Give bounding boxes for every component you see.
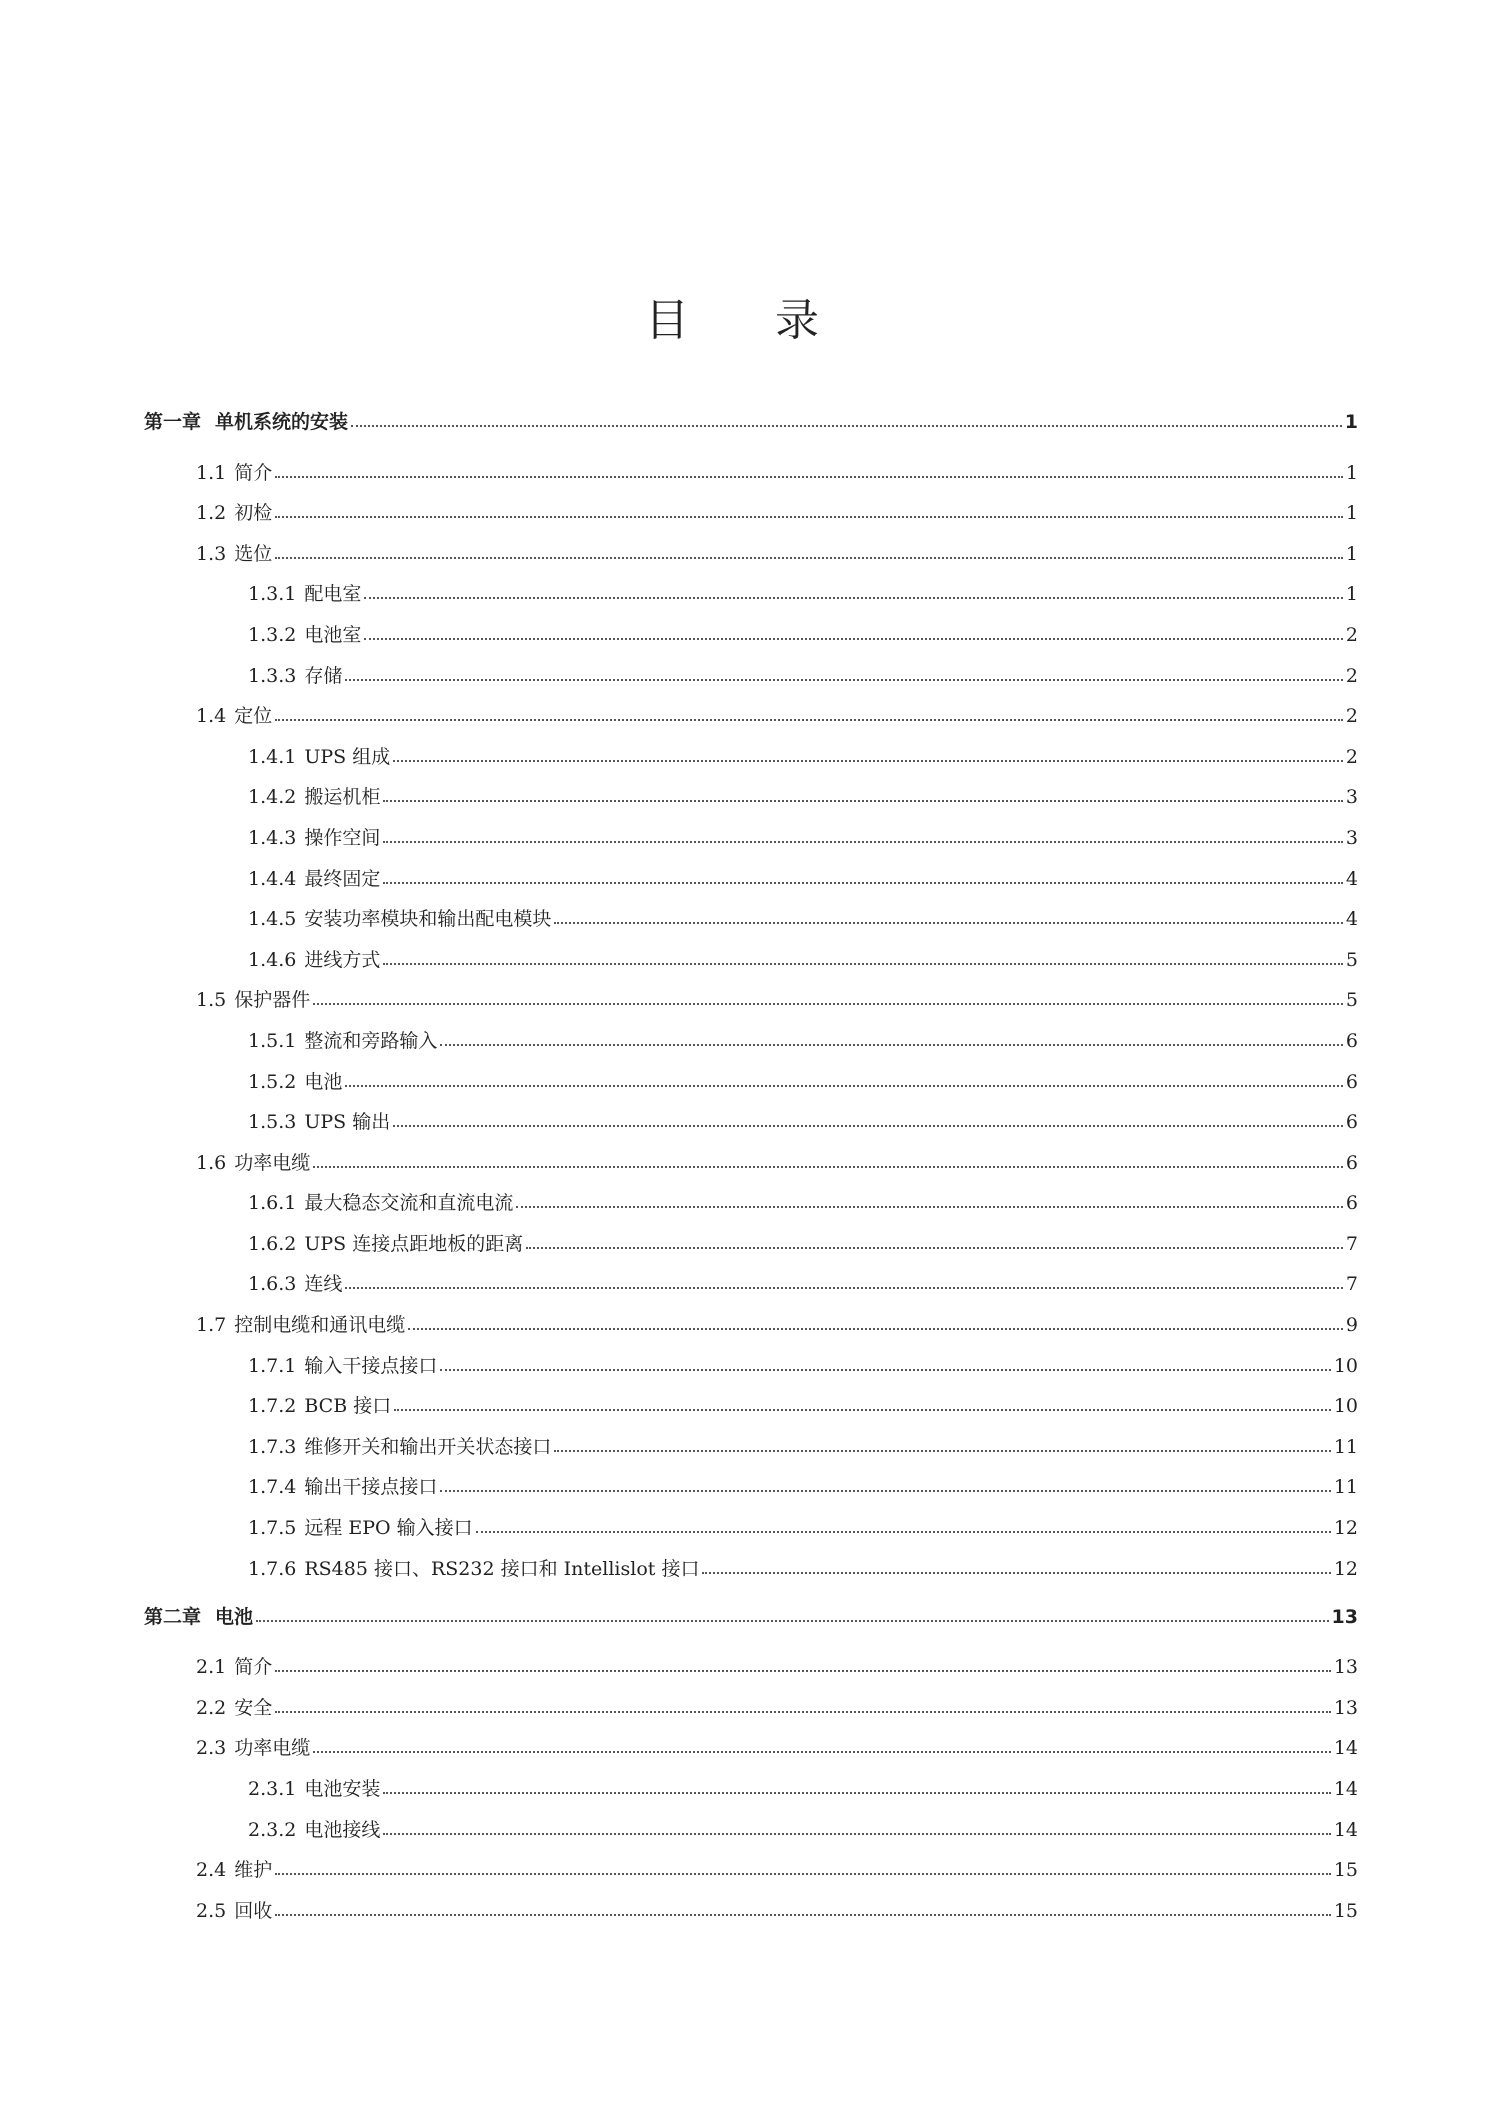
toc-entry-page-number: 6 [1345,1029,1358,1052]
toc-entry-title: 电池 [304,1070,343,1093]
toc-entry-number: 1.6.3 [248,1273,297,1296]
toc-entry-title: 维修开关和输出开关状态接口 [304,1435,552,1458]
dot-leader [516,1206,1343,1208]
toc-entry-number: 1.4.4 [248,867,297,890]
toc-entry-number: 1.4.1 [248,745,297,768]
toc-entry-page-number: 6 [1345,1151,1358,1174]
dot-leader [440,1490,1330,1492]
dot-leader [275,516,1343,518]
toc-entry-page-number: 14 [1333,1778,1358,1800]
toc-entry-page-number: 1 [1345,583,1358,606]
toc-entry[interactable] [144,1677,1358,1718]
toc-entry[interactable] [144,1092,1358,1133]
toc-entry-title: 电池室 [304,623,362,646]
dot-leader [345,1287,1343,1289]
toc-entry-title: 回收 [234,1899,273,1922]
dot-leader [256,1620,1329,1622]
toc-entry-page-number: 1 [1345,502,1358,525]
toc-entry-page-number: 7 [1345,1232,1358,1255]
toc-entry-number: 1.6.1 [248,1192,297,1215]
dot-leader [345,1085,1343,1087]
toc-entry-page-number: 10 [1333,1395,1358,1418]
toc-entry-number: 1.1 [196,461,227,484]
toc-entry-number: 2.3 [196,1737,227,1760]
toc-entry-number: 1.4.3 [248,826,297,849]
toc-entry[interactable] [144,848,1358,889]
toc-entry[interactable] [144,1010,1358,1051]
toc-entry[interactable] [144,645,1358,686]
toc-entry-page-number: 7 [1345,1273,1358,1296]
toc-entry-title: 远程 EPO 输入接口 [304,1517,473,1540]
toc-entry[interactable] [144,1497,1358,1538]
toc-entry-title: 安装功率模块和输出配电模块 [304,908,552,931]
toc-chapter-entry[interactable] [144,386,1358,432]
toc-entry-title: 电池接线 [304,1818,381,1841]
toc-entry-number: 1.7.5 [248,1517,297,1540]
toc-entry-number: 1.4.5 [248,908,297,931]
toc-entry[interactable] [144,726,1358,767]
toc-entry-number: 1.7.4 [248,1476,297,1499]
toc-entry-page-number: 6 [1345,1111,1358,1134]
toc-entry[interactable] [144,1213,1358,1254]
toc-entry-page-number: 2 [1345,664,1358,687]
toc-entry-number: 1.7.6 [248,1557,297,1580]
toc-entry-page-number: 2 [1345,745,1358,768]
dot-leader [383,800,1343,802]
toc-entry-number: 2.4 [196,1859,227,1882]
toc-entry-page-number: 1 [1344,411,1358,433]
toc-entry-title: 电池安装 [304,1778,381,1800]
toc-entry-number: 1.7.1 [248,1354,297,1377]
toc-entry-title: 安全 [234,1696,273,1719]
toc-entry-number: 1.4.6 [248,948,297,971]
dot-leader [440,1369,1330,1371]
dot-leader [275,476,1343,478]
toc-entry-page-number: 6 [1345,1070,1358,1093]
toc-entry[interactable] [144,767,1358,808]
toc-entry-title: 功率电缆 [234,1737,311,1760]
toc-entry-title: 操作空间 [304,826,381,849]
toc-entry[interactable] [144,889,1358,930]
dot-leader [275,557,1343,559]
toc-entry-page-number: 13 [1333,1656,1358,1679]
toc-entry[interactable] [144,1637,1358,1678]
toc-entry[interactable] [144,1294,1358,1335]
page-title: 目 录 [645,295,855,347]
dot-leader [440,1044,1343,1046]
toc-entry-title: 搬运机柜 [304,786,381,809]
toc-entry[interactable] [144,1718,1358,1759]
toc-entry-title: 保护器件 [234,989,311,1012]
toc-entry-page-number: 1 [1345,542,1358,565]
dot-leader [383,841,1343,843]
toc-entry-title: 存储 [304,664,343,687]
toc-entry-number: 1.3.1 [248,583,297,606]
toc-entry-page-number: 11 [1333,1435,1358,1458]
toc-entry-title: 简介 [234,461,273,484]
toc-entry-title: 输入干接点接口 [304,1354,438,1377]
toc-entry-page-number: 11 [1333,1476,1358,1499]
toc-entry[interactable] [144,442,1358,483]
toc-entry-page-number: 10 [1333,1354,1358,1377]
toc-entry[interactable] [144,929,1358,970]
dot-leader [275,719,1343,721]
toc-chapter-entry[interactable] [144,1581,1358,1627]
toc-entry-number: 2.1 [196,1656,227,1679]
toc-entry-number: 2.3.1 [248,1778,297,1800]
toc-entry-title: 功率电缆 [234,1151,311,1174]
toc-entry-number: 2.3.2 [248,1818,297,1841]
toc-entry[interactable] [144,1416,1358,1457]
toc-entry[interactable] [144,970,1358,1011]
dot-leader [408,1328,1343,1330]
toc-entry-title: 定位 [234,705,273,728]
toc-entry-title: 单机系统的安装 [215,411,349,433]
toc-entry[interactable] [144,523,1358,564]
toc-entry[interactable] [144,1880,1358,1921]
toc-entry-number: 2.2 [196,1696,227,1719]
toc-entry[interactable] [144,1799,1358,1840]
dot-leader [394,1409,1331,1411]
dot-leader [383,1833,1330,1835]
toc-entry-page-number: 6 [1345,1192,1358,1215]
toc-entry[interactable] [144,1132,1358,1173]
toc-entry-number: 1.5 [196,989,227,1012]
dot-leader [275,1711,1331,1713]
toc-entry-title: 最大稳态交流和直流电流 [304,1192,514,1215]
toc-entry[interactable] [144,1335,1358,1376]
toc-entry-page-number: 15 [1333,1899,1358,1922]
toc-entry-title: 选位 [234,542,273,565]
toc-entry-title: 初检 [234,502,273,525]
toc-entry-page-number: 3 [1345,826,1358,849]
toc-entry-page-number: 2 [1345,623,1358,646]
toc-entry-title: 配电室 [304,583,362,606]
toc-entry-page-number: 5 [1345,989,1358,1012]
toc-entry-page-number: 1 [1345,461,1358,484]
toc-entry-page-number: 15 [1333,1859,1358,1882]
toc-entry-title: BCB 接口 [304,1395,392,1418]
toc-entry-page-number: 4 [1345,867,1358,890]
dot-leader [351,425,1342,427]
toc-entry-page-number: 5 [1345,948,1358,971]
toc-entry[interactable] [144,686,1358,727]
toc-entry-number: 1.7.3 [248,1435,297,1458]
dot-leader [383,882,1343,884]
toc-entry-number: 1.6 [196,1151,227,1174]
toc-entry-number: 1.3 [196,542,227,565]
dot-leader [702,1572,1330,1574]
toc-entry-title: 整流和旁路输入 [304,1029,438,1052]
dot-leader [313,1166,1343,1168]
toc-entry-number: 第一章 [144,411,202,433]
dot-leader [393,1125,1343,1127]
toc-entry[interactable] [144,1051,1358,1092]
toc-entry-page-number: 13 [1333,1696,1358,1719]
toc-entry[interactable] [144,1376,1358,1417]
dot-leader [554,1450,1330,1452]
toc-entry-page-number: 14 [1333,1818,1358,1841]
toc-entry[interactable] [144,1457,1358,1498]
dot-leader [393,760,1343,762]
dot-leader [364,638,1343,640]
toc-entry-page-number: 3 [1345,786,1358,809]
toc-entry[interactable] [144,564,1358,605]
toc-entry-page-number: 14 [1333,1737,1358,1760]
toc-entry-number: 1.5.1 [248,1029,297,1052]
toc-entry-page-number: 4 [1345,908,1358,931]
toc-entry-page-number: 9 [1345,1314,1358,1337]
toc-entry-title: RS485 接口、RS232 接口和 Intellislot 接口 [304,1557,700,1580]
toc-entry-title: 连线 [304,1273,343,1296]
toc-entry[interactable] [144,1758,1358,1799]
toc-entry-number: 1.2 [196,502,227,525]
dot-leader [313,1003,1343,1005]
toc-entry-title: 电池 [215,1605,254,1628]
toc-entry-page-number: 13 [1331,1605,1358,1628]
dot-leader [364,597,1343,599]
dot-leader [554,922,1343,924]
toc-entry-title: 简介 [234,1656,273,1679]
toc-entry[interactable] [144,1538,1358,1579]
toc-entry[interactable] [144,1840,1358,1881]
table-of-contents [144,386,1358,1921]
toc-entry-number: 2.5 [196,1899,227,1922]
toc-entry-title: 最终固定 [304,867,381,890]
dot-leader [526,1247,1343,1249]
toc-entry-number: 第二章 [144,1605,202,1628]
toc-entry-title: 维护 [234,1859,273,1882]
toc-entry-number: 1.5.3 [248,1111,297,1134]
toc-entry-page-number: 2 [1345,705,1358,728]
dot-leader [383,1792,1330,1794]
toc-entry[interactable] [144,807,1358,848]
toc-entry-number: 1.4 [196,705,227,728]
toc-entry-number: 1.4.2 [248,786,297,809]
dot-leader [275,1670,1331,1672]
dot-leader [313,1751,1331,1753]
toc-entry-number: 1.5.2 [248,1070,297,1093]
toc-entry-number: 1.3.3 [248,664,297,687]
dot-leader [383,963,1343,965]
toc-entry-page-number: 12 [1333,1557,1358,1580]
toc-entry[interactable] [144,604,1358,645]
toc-entry-title: 进线方式 [304,948,381,971]
toc-entry[interactable] [144,1254,1358,1295]
toc-entry-page-number: 12 [1333,1517,1358,1540]
toc-entry-title: UPS 连接点距地板的距离 [304,1232,524,1255]
dot-leader [275,1873,1331,1875]
toc-entry-title: 控制电缆和通讯电缆 [234,1314,406,1337]
toc-entry-title: UPS 组成 [304,745,391,768]
dot-leader [476,1531,1331,1533]
dot-leader [345,679,1343,681]
toc-entry-number: 1.3.2 [248,623,297,646]
toc-entry[interactable] [144,1173,1358,1214]
toc-entry-number: 1.7.2 [248,1395,297,1418]
toc-entry-title: 输出干接点接口 [304,1476,438,1499]
toc-entry[interactable] [144,483,1358,524]
dot-leader [275,1914,1331,1916]
toc-entry-number: 1.6.2 [248,1232,297,1255]
toc-entry-number: 1.7 [196,1314,227,1337]
toc-entry-title: UPS 输出 [304,1111,391,1134]
